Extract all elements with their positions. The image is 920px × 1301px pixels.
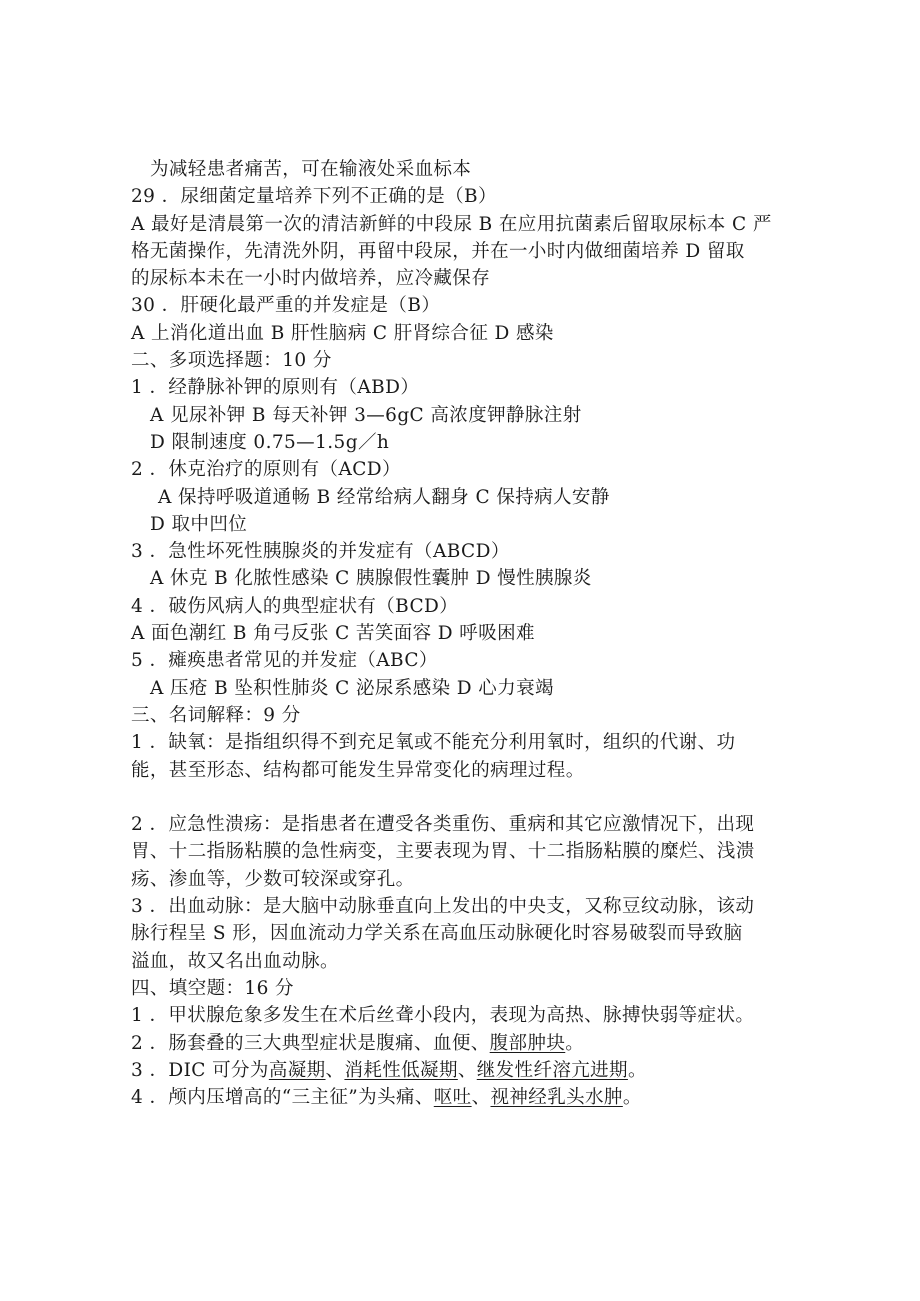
mc-question-1-options: A 见尿补钾 B 每天补钾 3—6gC 高浓度钾静脉注射 [150, 404, 582, 426]
fill-in-2 [131, 1030, 801, 1057]
definition-3: 脉行程呈 S 形，因血流动力学关系在高血压动脉硬化时容易破裂而导致脑 [131, 923, 743, 945]
mc-question-2-options: A 保持呼吸道通畅 B 经常给病人翻身 C 保持病人安静 [158, 486, 610, 508]
mc-question-1-options: D 限制速度 0.75—1.5g／h [150, 431, 390, 453]
fill-in-text: 2 ．肠套叠的三大典型症状是腹痛、血便、 [131, 1032, 490, 1054]
fill-in-text: 、 [325, 1059, 345, 1081]
mc-question-1: 1 ．经静脉补钾的原则有（ABD） [131, 377, 420, 399]
mc-question-3-options: A 休克 B 化脓性感染 C 胰腺假性囊肿 D 慢性胰腺炎 [150, 568, 592, 590]
definition-2: 疡、渗血等，少数可较深或穿孔。 [131, 868, 415, 890]
section-heading-multiple-choice: 二、多项选择题：10 分 [131, 350, 332, 372]
fill-in-text: 。 [565, 1032, 585, 1054]
fill-in-answer: 腹部肿块 [489, 1032, 566, 1054]
definition-1: 1 ．缺氧：是指组织得不到充足氧或不能充分利用氧时，组织的代谢、功 [131, 732, 736, 754]
mc-question-4: 4 ．破伤风病人的典型症状有（BCD） [131, 595, 459, 617]
fill-in-text: 。 [627, 1059, 647, 1081]
question-29-options: A 最好是清晨第一次的清洁新鲜的中段尿 B 在应用抗菌素后留取尿标本 C 严 [131, 213, 772, 235]
question-29-options: 的尿标本未在一小时内做培养，应冷藏保存 [131, 268, 491, 290]
mc-question-3: 3 ．急性坏死性胰腺炎的并发症有（ABCD） [131, 541, 510, 563]
fill-in-answer: 继发性纤溶亢进期 [476, 1059, 628, 1081]
text-line: 为减轻患者痛苦，可在输液处采血标本 [150, 159, 472, 180]
document-body [131, 156, 801, 1111]
question-29-options: 格无菌操作，先清洗外阴，再留中段尿，并在一小时内做细菌培养 D 留取 [131, 240, 745, 262]
mc-question-5: 5 ．瘫痪患者常见的并发症（ABC） [131, 650, 438, 672]
definition-3: 3 ．出血动脉：是大脑中动脉垂直向上发出的中央支，又称豆纹动脉，该动 [131, 896, 755, 918]
definition-2: 2 ．应急性溃疡：是指患者在遭受各类重伤、重病和其它应激情况下，出现 [131, 814, 755, 836]
fill-in-text: 、 [457, 1059, 477, 1081]
fill-in-text: 、 [471, 1087, 491, 1109]
definition-3: 溢血，故又名出血动脉。 [131, 950, 339, 972]
fill-in-text: 。 [622, 1087, 642, 1109]
definition-2: 胃、十二指肠粘膜的急性病变，主要表现为胃、十二指肠粘膜的糜烂、浅溃 [131, 841, 755, 863]
section-heading-fill-in: 四、填空题：16 分 [131, 977, 294, 999]
mc-question-2-options: D 取中凹位 [150, 513, 248, 535]
blank-line [131, 784, 801, 811]
fill-in-text: 3 ．DIC 可分为 [131, 1059, 269, 1081]
fill-in-1: 1 ．甲状腺危象多发生在术后丝聋小段内，表现为高热、脉搏快弱等症状。 [131, 1005, 755, 1027]
question-30: 30 ．肝硬化最严重的并发症是（B） [131, 295, 441, 317]
definition-1: 能，甚至形态、结构都可能发生异常变化的病理过程。 [131, 759, 585, 781]
fill-in-3 [131, 1057, 801, 1084]
mc-question-2: 2 ．休克治疗的原则有（ACD） [131, 459, 401, 481]
fill-in-answer: 高凝期 [268, 1059, 326, 1081]
mc-question-5-options: A 压疮 B 坠积性肺炎 C 泌尿系感染 D 心力衰竭 [150, 677, 554, 699]
question-30-options: A 上消化道出血 B 肝性脑病 C 肝肾综合征 D 感染 [131, 322, 554, 344]
fill-in-answer: 视神经乳头水肿 [490, 1087, 623, 1109]
fill-in-4 [131, 1084, 801, 1111]
mc-question-4-options: A 面色潮红 B 角弓反张 C 苦笑面容 D 呼吸困难 [131, 623, 535, 645]
question-29: 29 ．尿细菌定量培养下列不正确的是（B） [131, 186, 497, 208]
fill-in-text: 4 ．颅内压增高的“三主征”为头痛、 [131, 1087, 434, 1109]
fill-in-answer: 呕吐 [433, 1087, 472, 1109]
fill-in-answer: 消耗性低凝期 [344, 1059, 458, 1081]
section-heading-definitions: 三、名词解释：9 分 [131, 704, 301, 726]
